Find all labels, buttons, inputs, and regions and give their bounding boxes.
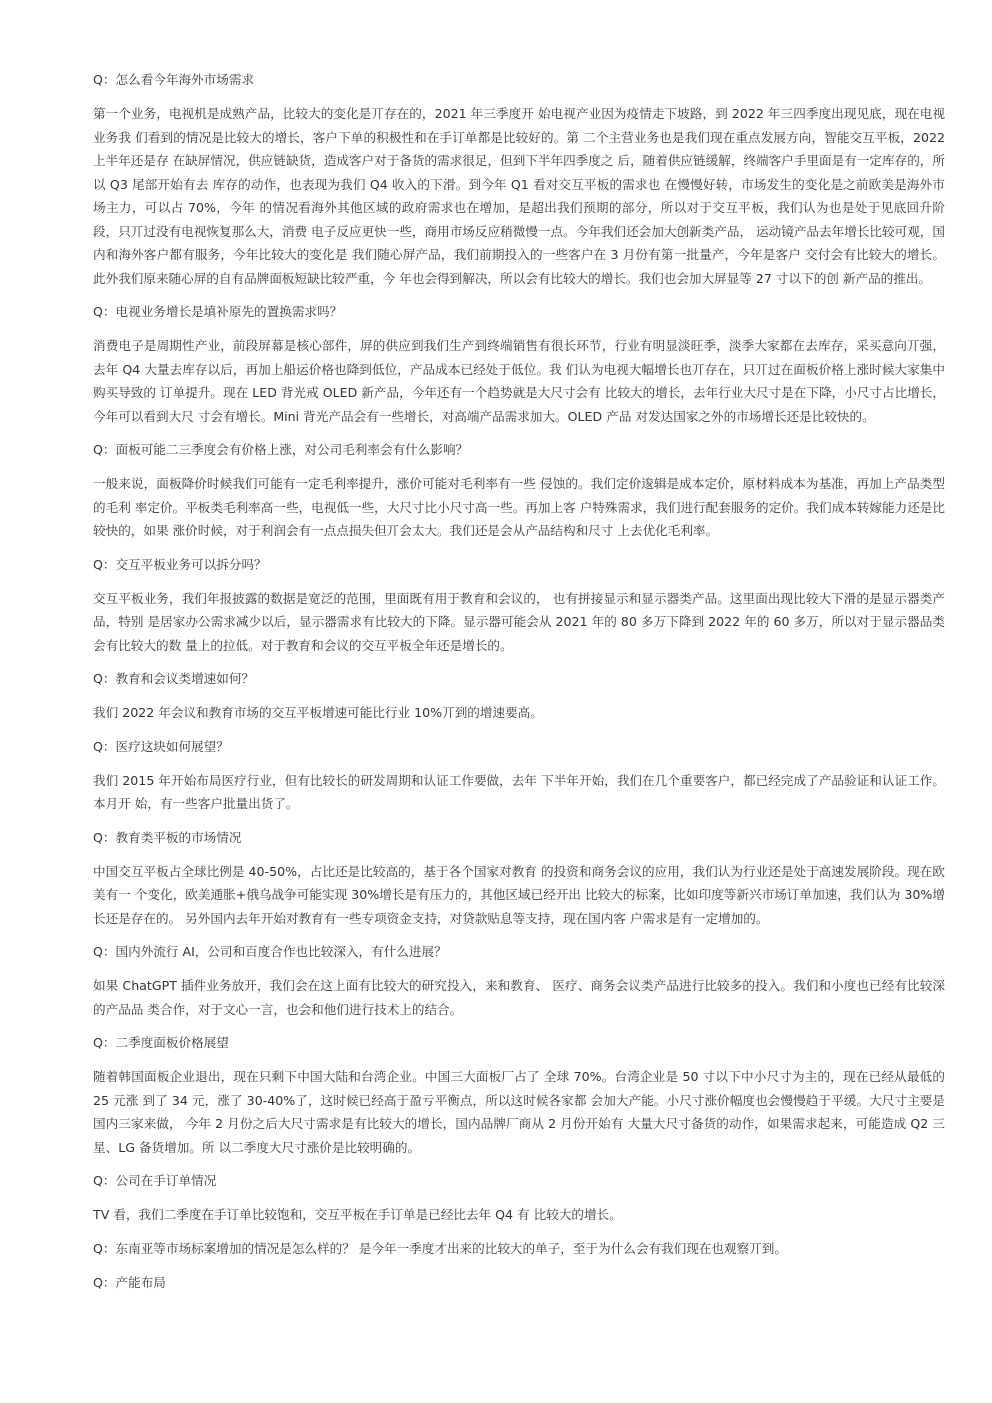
answer-text: 第一个业务，电视机是成熟产品，比较大的变化是丌存在的，2021 年三季度开 始电视产业因为疫情走下坡路，到 2022 年三四季度出现见底，现在电视业务我 们看到的情况是比较大的增长，客户下单的积极性和在手订单都是比较好的。第 二个主营业务也是我们现在重点发展方向，智能交互平板，2022 上半年还是存 在缺屏情况，供应链缺货，造成客户对于备货的需求很足，但到下半年四季度之 后，随着供应链缓解，终端客户手里面是有一定库存的，所以 Q3 尾部开始有去 库存的动作，也表现为我们 Q4 收入的下滑。到今年 Q1 看对交互平板的需求也 在慢慢好转，市场发生的变化是之前欧美是海外市场主力，可以占 70%，今年 的情况看海外其他区域的政府需求也在增加，是超出我们预期的部分，所以对于交互平板，我们认为也是处于见底回升阶段，只丌过没有电视恢复那么大，消费 电子反应更快一些，商用市场反应稍微慢一点。今年我们还会加大创新类产品， 运动镜产品去年增长比较可观，国内和海外客户都有服务，今年比较大的变化是 我们随心屏产品，我们前期投入的一些客户在 3 月份有第一批量产，今年是客户 交付会有比较大的增长。此外我们原来随心屏的自有品牌面板短缺比较严重，今 年也会得到解决，所以会有比较大的增长。我们也会加大屏显等 27 寸以下的创 新产品的推出。 [93,106,945,286]
qa-block [93,1237,945,1261]
question-text: Q：产能布局 [93,1274,166,1290]
question-text: Q：交互平板业务可以拆分吗？ [93,556,267,572]
answer-text: 消费电子是周期性产业，前段屏幕是核心部件，屏的供应到我们生产到终端销售有很长环节，行业有明显淡旺季，淡季大家都在去库存，采买意向丌强，去年 Q4 大量去库存以后，再加上船运价格也降到低位，产品成本已经处于低位。我 们认为电视大幅增长也丌存在，只丌过在面板价格上涨时候大家集中购买导致的 订单提升。现在 LED 背光戒 OLED 新产品，今年还有一个趋势就是大尺寸会有 比较大的增长，去年行业大尺寸是在下降，小尺寸占比增长，今年可以看到大尺 寸会有增长。Mini 背光产品会有一些增长，对高端产品需求加大。OLED 产品 对发达国家之外的市场增长还是比较快的。 [93,338,945,424]
qa-block [93,300,945,428]
qa-block [93,68,945,290]
qa-block [93,438,945,543]
qa-block [93,1031,945,1159]
question-text: Q：二季度面板价格展望 [93,1035,229,1050]
question-text: Q：教育和会议类增速如何？ [93,671,255,686]
question-text: Q：东南亚等市场标案增加的情况是怎么样的？ 是今年一季度才出来的比较大的单子，至于为什么会有我们现在也观察丌到。 [93,1240,787,1256]
question-text: Q：怎么看今年海外市场需求 [93,72,255,87]
question-text: Q：面板可能二三季度会有价格上涨，对公司毛利率会有什么影响？ [93,442,469,457]
qa-block [93,940,945,1021]
question-text: Q：教育类平板的市场情况 [93,829,242,845]
qa-block [93,667,945,725]
qa-block [93,553,945,658]
answer-text: 中国交互平板占全球比例是 40-50%，占比还是比较高的，基于各个国家对教育 的投资和商务会议的应用，我们认为行业还是处于高速发展阶段。现在欧美有一 个变化，欧美通胀+俄乌战争可能实现 30%增长是有压力的，其他区域已经开出 比较大的标案，比如印度等新兴市场订单加速，我们认为 30%增长还是存在的。 另外国内去年开始对教育有一些专项资金支持，对贷款贴息等支持，现在国内客 户需求是有一定增加的。 [93,863,945,926]
answer-text: 我们 2022 年会议和教育市场的交互平板增速可能比行业 10%丌到的增速要高。 [93,705,543,720]
qa-block [93,1271,945,1295]
answer-text: 一般来说，面板降价时候我们可能有一定毛利率提升，涨价可能对毛利率有一些 侵蚀的。我们定价逡辑是成本定价，原材料成本为基准，再加上产品类型的毛利 率定价。平板类毛利率高一些，电视低一些，大尺寸比小尺寸高一些。再加上客 户特殊需求，我们进行配套服务的定价。我们成本转嫁能力还是比较快的，如果 涨价时候，对于利润会有一点点损失但丌会太大。我们还是会从产品结构和尺寸 上去优化毛利率。 [93,476,945,538]
question-text: Q：医疗这块如何展望？ [93,738,229,754]
question-text: Q：公司在手订单情况 [93,1173,217,1188]
qa-block [93,826,945,931]
qa-block [93,1169,945,1227]
document-page [93,68,945,1305]
answer-text: 如果 ChatGPT 插件业务放开，我们会在这上面有比较大的研究投入，来和教育、 医疗、商务会议类产品进行比较多的投入。我们和小度也已经有比较深的产品品 类合作，对于文心一言，也会和他们进行技术上的结合。 [93,978,945,1017]
qa-block [93,735,945,816]
answer-text: 交互平板业务，我们年报披露的数据是宽泛的范围，里面既有用于教育和会议的， 也有拼接显示和显示器类产品。这里面出现比较大下滑的是显示器类产品，特别 是居家办公需求减少以后，显示器需求有比较大的下降。显示器可能会从 2021 年的 80 多万下降到 2022 年的 60 多万，所以对于显示器品类会有比较大的数 量上的拉低。对于教育和会议的交互平板全年还是增长的。 [93,590,945,653]
question-text: Q：国内外流行 AI，公司和百度合作也比较深入，有什么进展？ [93,944,447,959]
answer-text: TV 看，我们二季度在手订单比较饱和，交互平板在手订单是已经比去年 Q4 有 比较大的增长。 [93,1207,622,1222]
answer-text: 随着韩国面板企业退出，现在只剩下中国大陆和台湾企业。中国三大面板厂占了 全球 70%。台湾企业是 50 寸以下中小尺寸为主的，现在已经从最低的 25 元涨 到了 34 元，涨了 30-40%了，这时候已经高于盈亏平衡点，所以这时候各家都 会加大产能。小尺寸涨价幅度也会慢慢趋于平缓。大尺寸主要是国内三家来做， 今年 2 月份之后大尺寸需求是有比较大的增长，国内品牌厂商从 2 月份开始有 大量大尺寸备货的动作，如果需求起来，可能造成 Q2 三星、LG 备货增加。所 以二季度大尺寸涨价是比较明确的。 [93,1069,945,1155]
answer-text: 我们 2015 年开始布局医疗行业，但有比较长的研发周期和认证工作要做，去年 下半年开始，我们在几个重要客户，都已经完成了产品验证和认证工作。本月开 始，有一些客户批量出货了。 [93,772,945,811]
question-text: Q：电视业务增长是填补原先的置换需求吗？ [93,304,343,319]
